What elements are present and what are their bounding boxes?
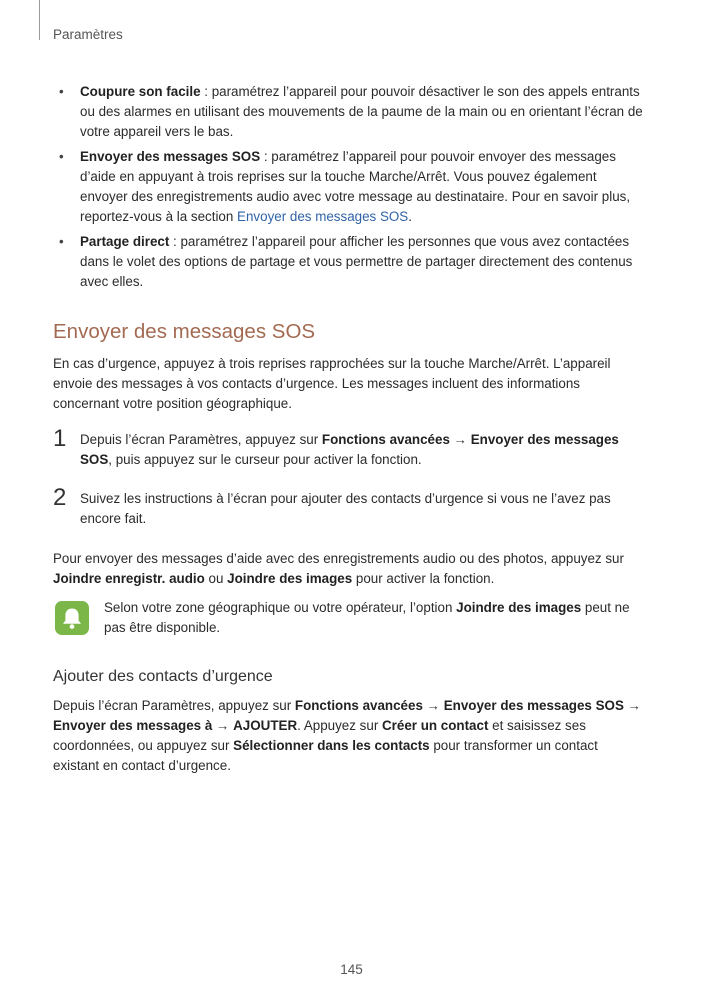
bullet-icon: •	[59, 234, 64, 249]
step-number: 1	[53, 425, 67, 452]
step-1: 1 Depuis l’écran Paramètres, appuyez sur Fonctions avancées → Envoyer des messages SOS, puis appuyez sur le curseur pour activer la fonction.	[53, 425, 619, 467]
header-title: Paramètres	[53, 27, 123, 42]
bullet-icon: •	[59, 149, 64, 164]
term: Coupure son facile	[80, 84, 201, 99]
settings-bullet-list	[53, 82, 645, 292]
page-content	[53, 82, 645, 776]
bell-icon	[55, 601, 89, 635]
section-title: Envoyer des messages SOS	[53, 320, 316, 343]
term: Envoyer des messages SOS	[80, 149, 261, 164]
attach-paragraph: Pour envoyer des messages d’aide avec des enregistrements audio ou des photos, appuyez sur Joindre enregistr. audio ou Joindre des images pour activer la fonction.	[53, 551, 624, 586]
step-number: 2	[53, 484, 67, 511]
subsection-text: Depuis l’écran Paramètres, appuyez sur Fonctions avancées → Envoyer des messages SOS → Envoyer des messages à → AJOUTER. Appuyez sur Créer un contact et saisissez ses coordonnées, ou appuyez sur Sélectionner dans les contacts pour transformer un contact existant en contact d’urgence.	[53, 698, 642, 773]
page-number: 145	[340, 962, 363, 977]
note-box: Selon votre zone géographique ou votre opérateur, l’option Joindre des images peut ne pas être disponible.	[53, 598, 645, 638]
list-item: • Envoyer des messages SOS : paramétrez l’appareil pour pouvoir envoyer des messages d’aide en appuyant à trois reprises sur la touche Marche/Arrêt. Vous pouvez également envoyer des enregistrements audio avec votre message au destinataire. Pour en savoir plus, reportez-vous à la section Envoyer des messages SOS.	[59, 149, 631, 224]
section-link[interactable]: Envoyer des messages SOS	[237, 209, 409, 224]
list-item: • Coupure son facile : paramétrez l’appareil pour pouvoir désactiver le son des appels entrants ou des alarmes en utilisant des mouvements de la paume de la main ou en orientant l’écran de votre appareil vers le bas.	[59, 84, 643, 139]
header-rule	[39, 0, 40, 40]
step-2: 2 Suivez les instructions à l’écran pour ajouter des contacts d’urgence si vous ne l’avez pas encore fait.	[53, 484, 611, 526]
bullet-icon: •	[59, 84, 64, 99]
list-item: • Partage direct : paramétrez l’appareil pour afficher les personnes que vous avez contactées dans le volet des options de partage et vous permettre de partager directement des contenus avec elles.	[59, 234, 633, 289]
term: Partage direct	[80, 234, 170, 249]
subsection-title: Ajouter des contacts d’urgence	[53, 668, 273, 685]
section-intro: En cas d’urgence, appuyez à trois reprises rapprochées sur la touche Marche/Arrêt. L’appareil envoie des messages à vos contacts d’urgence. Les messages incluent des informations concernant votre position géographique.	[53, 356, 611, 411]
